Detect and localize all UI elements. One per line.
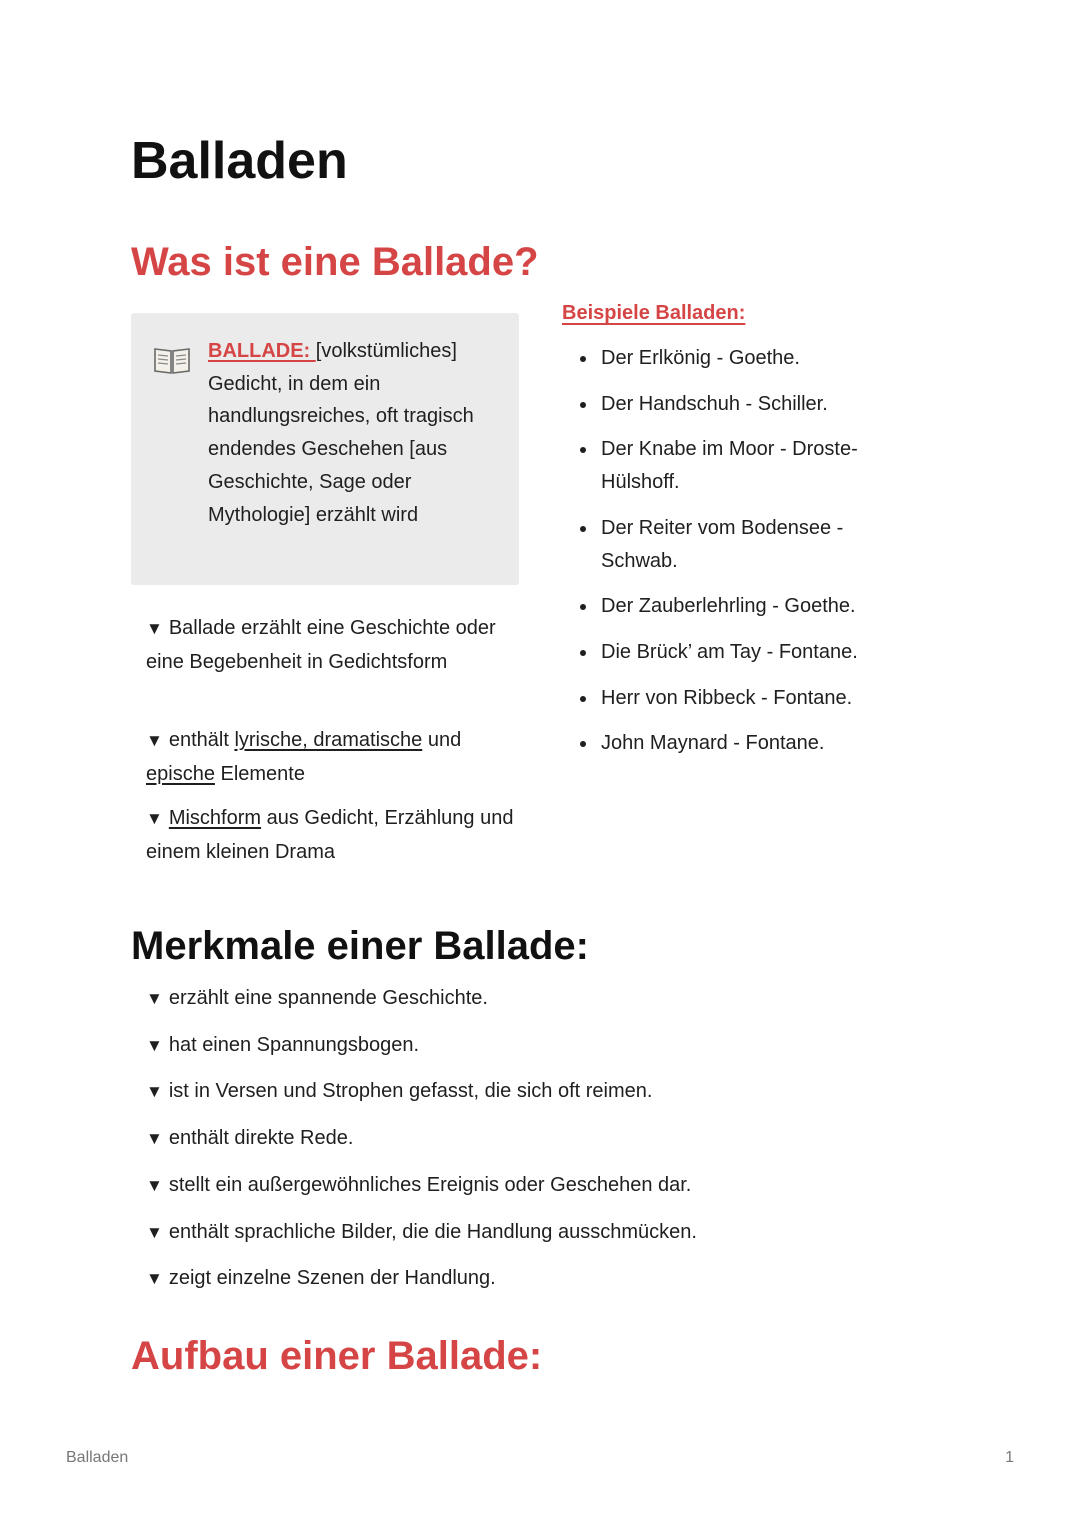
list-item: Der Erlkönig - Goethe. xyxy=(580,342,900,375)
feature-text: hat einen Spannungsbogen. xyxy=(168,1033,420,1056)
list-item: Der Handschuh - Schiller. xyxy=(580,388,900,421)
list-item xyxy=(146,1169,946,1203)
point-2-pre: enthält xyxy=(168,729,235,751)
point-1 xyxy=(146,612,516,678)
page-title: Balladen xyxy=(131,132,348,190)
point-3-underlined: Mischform xyxy=(168,807,262,829)
list-item xyxy=(146,1122,946,1156)
list-item xyxy=(146,1262,946,1296)
definition-term: BALLADE: xyxy=(208,340,316,362)
point-3-post: aus Gedicht, Erzählung und einem kleinen Drama xyxy=(146,807,514,863)
features-list xyxy=(146,982,946,1309)
triangle-down-icon: ▼ xyxy=(146,1269,163,1289)
feature-text: ist in Versen und Strophen gefasst, die sich oft reimen. xyxy=(168,1080,653,1103)
list-item xyxy=(146,1216,946,1250)
list-item xyxy=(146,1029,946,1063)
triangle-down-icon: ▼ xyxy=(146,1129,163,1149)
triangle-down-icon: ▼ xyxy=(146,1035,163,1055)
triangle-down-icon: ▼ xyxy=(146,731,163,750)
list-item: Der Knabe im Moor - Droste-Hülshoff. xyxy=(580,433,900,498)
point-2-mid: und xyxy=(422,729,462,751)
page-number: 1 xyxy=(1005,1449,1014,1466)
list-item: Herr von Ribbeck - Fontane. xyxy=(580,682,900,715)
triangle-down-icon: ▼ xyxy=(146,1082,163,1102)
triangle-down-icon: ▼ xyxy=(146,1175,163,1195)
point-1-text: Ballade erzählt eine Geschichte oder eine Begebenheit in Gedichtsform xyxy=(146,617,496,673)
open-book-icon xyxy=(153,345,191,375)
list-item: John Maynard - Fontane. xyxy=(580,727,900,760)
list-item: Der Zauberlehrling - Goethe. xyxy=(580,590,900,623)
list-item: Die Brück’ am Tay - Fontane. xyxy=(580,636,900,669)
examples-heading: Beispiele Balladen: xyxy=(562,302,746,324)
feature-text: enthält direkte Rede. xyxy=(168,1127,354,1150)
feature-text: zeigt einzelne Szenen der Handlung. xyxy=(168,1267,496,1290)
triangle-down-icon: ▼ xyxy=(146,1222,163,1242)
section-heading-structure: Aufbau einer Ballade: xyxy=(131,1334,543,1378)
footer-doc-title: Balladen xyxy=(66,1449,129,1466)
point-2-post: Elemente xyxy=(214,762,305,785)
list-item: Der Reiter vom Bodensee - Schwab. xyxy=(580,512,900,577)
point-2 xyxy=(146,724,516,790)
section-heading-what-is-ballad: Was ist eine Ballade? xyxy=(131,240,539,284)
feature-text: erzählt eine spannende Geschichte. xyxy=(168,987,488,1009)
section-heading-features: Merkmale einer Ballade: xyxy=(131,924,589,968)
list-item xyxy=(146,982,946,1016)
triangle-down-icon: ▼ xyxy=(146,989,163,1008)
point-2-underlined-2: epische xyxy=(146,762,215,785)
point-3 xyxy=(146,802,516,868)
examples-list xyxy=(580,342,900,773)
definition-text xyxy=(208,335,503,531)
definition-body: [volkstümliches] Gedicht, in dem ein handlungsreiches, oft tragisch endendes Geschehen [aus Geschichte, Sage oder Mythologie] erzählt wird xyxy=(208,340,474,526)
feature-text: enthält sprachliche Bilder, die die Handlung ausschmücken. xyxy=(168,1220,697,1243)
list-item xyxy=(146,1075,946,1109)
triangle-down-icon: ▼ xyxy=(146,809,163,828)
feature-text: stellt ein außergewöhnliches Ereignis oder Geschehen dar. xyxy=(168,1173,692,1196)
triangle-down-icon: ▼ xyxy=(146,619,163,638)
point-2-underlined-1: lyrische, dramatische xyxy=(234,729,423,751)
definition-callout xyxy=(131,313,519,585)
